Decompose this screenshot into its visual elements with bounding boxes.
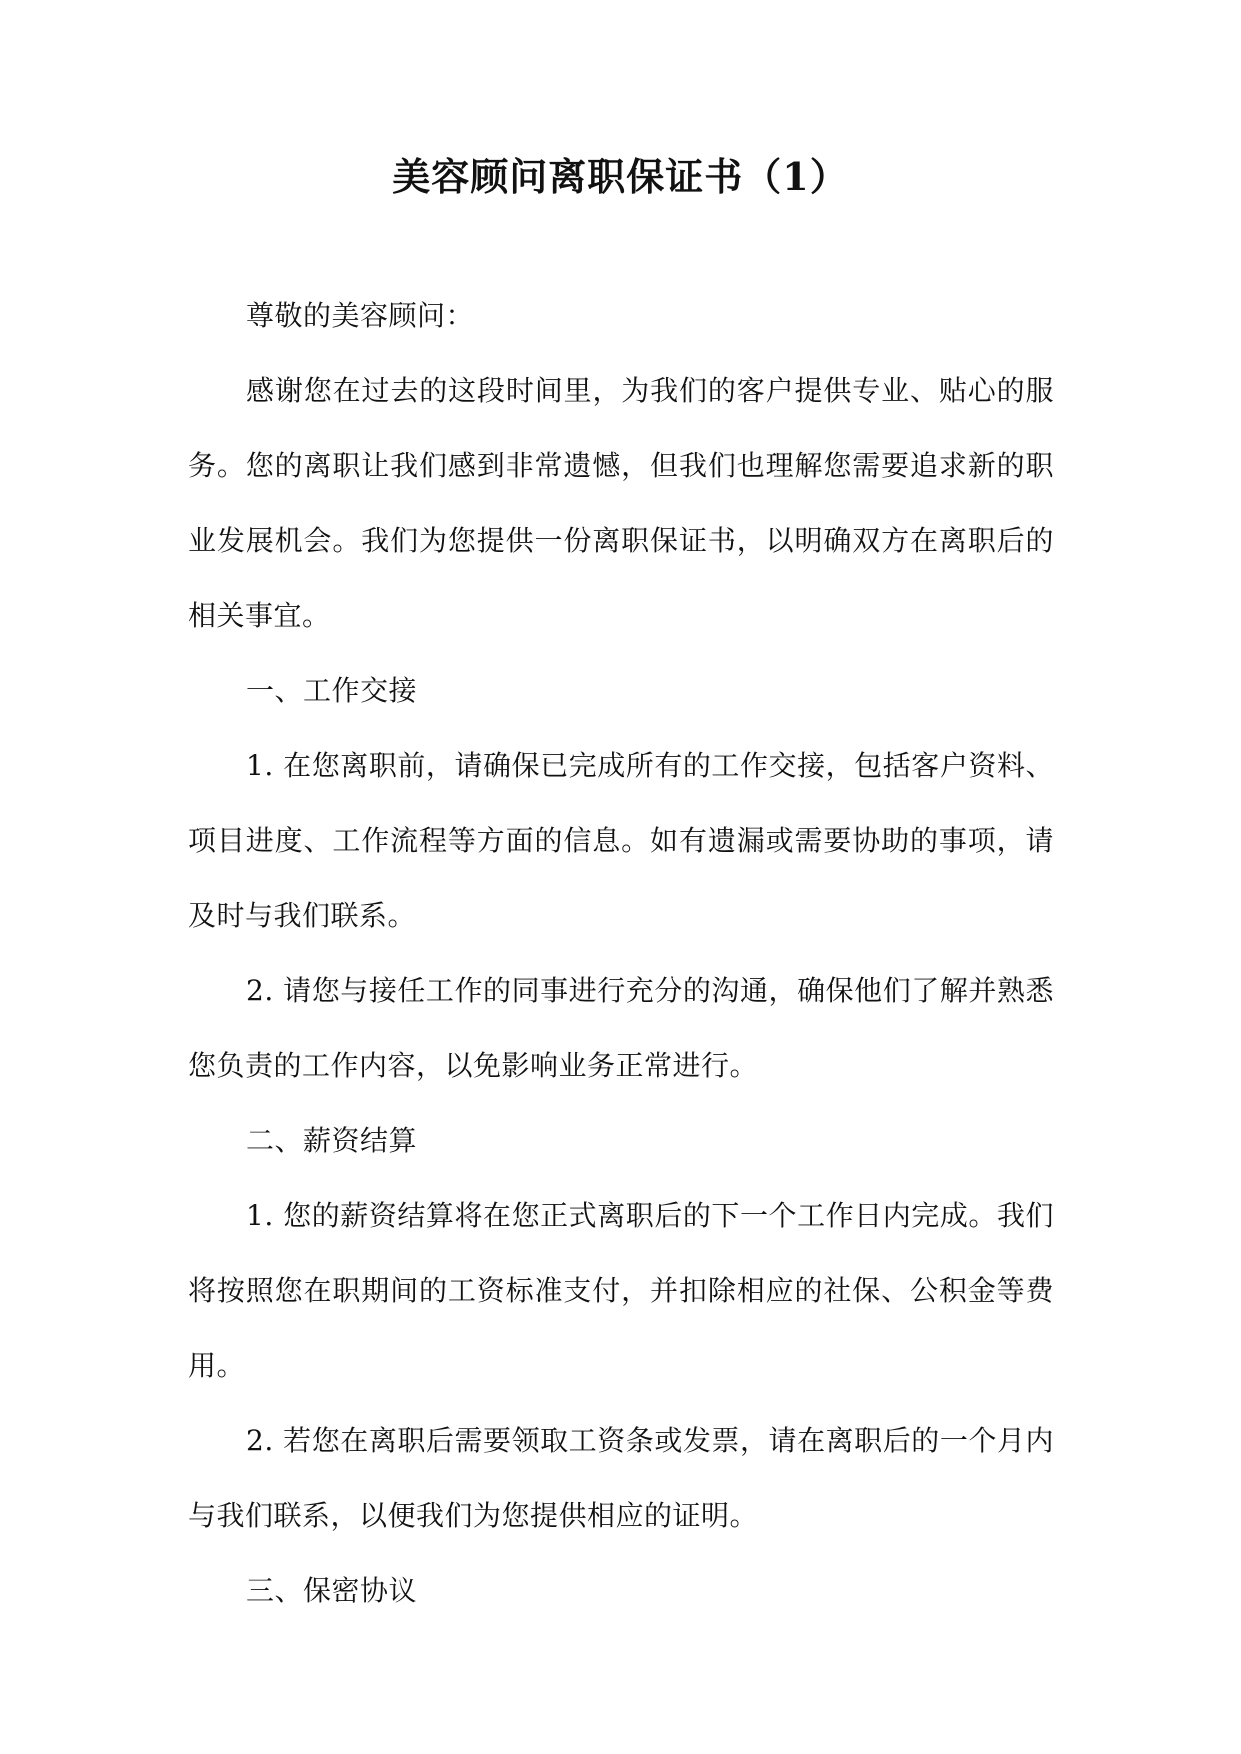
handover-item-2: 2. 请您与接任工作的同事进行充分的沟通，确保他们了解并熟悉您负责的工作内容，以免影响业务正常进行。 <box>188 974 1054 1082</box>
intro-paragraph: 感谢您在过去的这段时间里，为我们的客户提供专业、贴心的服务。您的离职让我们感到非常遗憾，但我们也理解您需要追求新的职业发展机会。我们为您提供一份离职保证书，以明确双方在离职后的相关事宜。 <box>188 374 1054 632</box>
section-heading-handover: 一、工作交接 <box>246 674 418 707</box>
salary-item-1: 1. 您的薪资结算将在您正式离职后的下一个工作日内完成。我们将按照您在职期间的工资标准支付，并扣除相应的社保、公积金等费用。 <box>188 1199 1054 1382</box>
section-heading-salary: 二、薪资结算 <box>246 1124 418 1157</box>
section-heading-confidentiality: 三、保密协议 <box>246 1574 418 1607</box>
document-body <box>188 278 1054 1628</box>
salutation: 尊敬的美容顾问： <box>246 299 475 332</box>
salary-item-2: 2. 若您在离职后需要领取工资条或发票，请在离职后的一个月内与我们联系，以便我们为您提供相应的证明。 <box>188 1424 1054 1532</box>
document-title: 美容顾问离职保证书（1） <box>392 154 849 199</box>
handover-item-1: 1. 在您离职前，请确保已完成所有的工作交接，包括客户资料、项目进度、工作流程等方面的信息。如有遗漏或需要协助的事项，请及时与我们联系。 <box>188 749 1054 932</box>
